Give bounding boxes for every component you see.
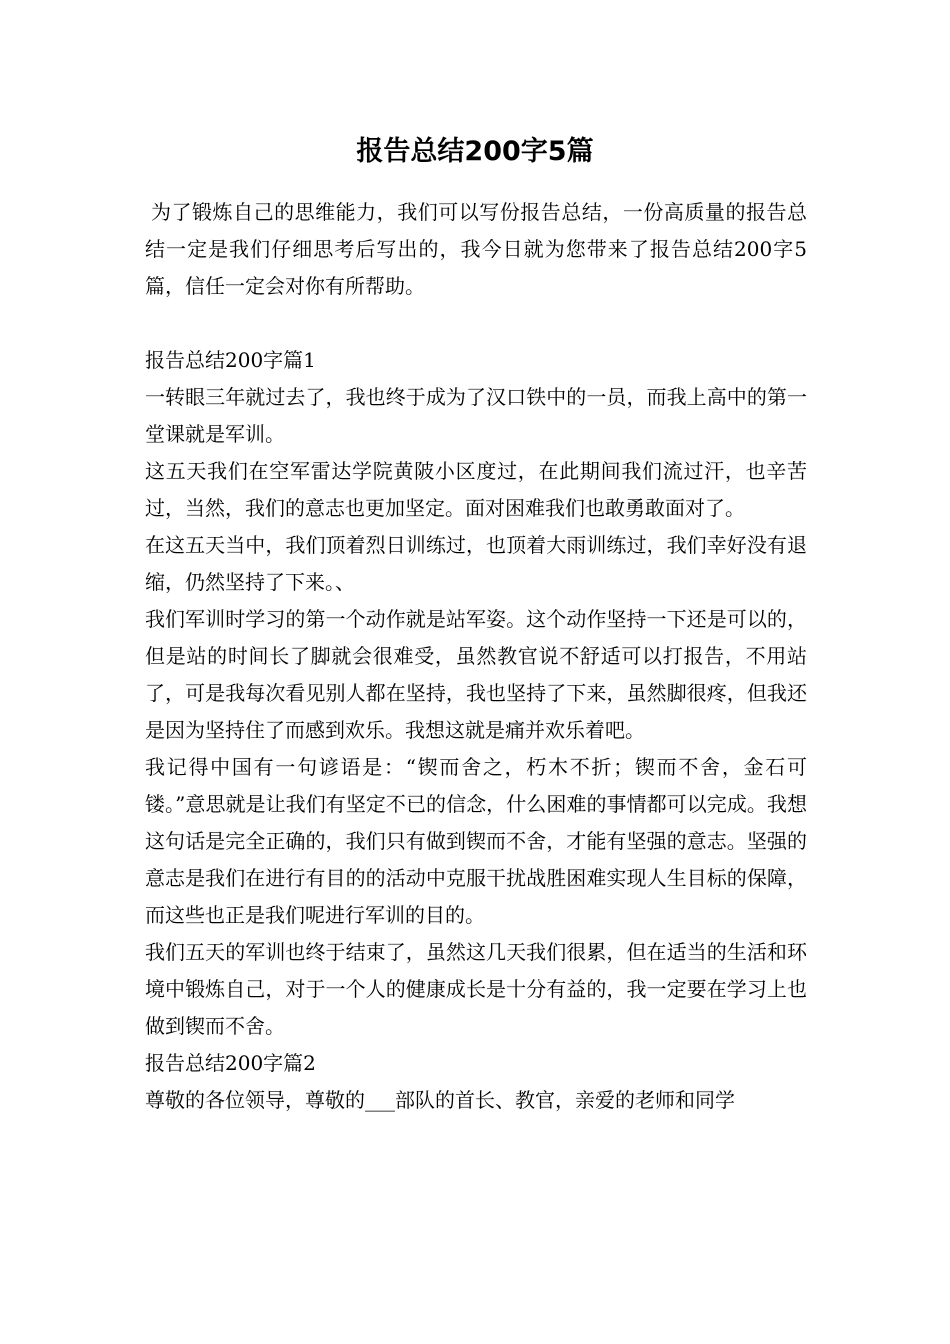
- section1-paragraph-3: 在这五天当中，我们顶着烈日训练过，也顶着大雨训练过，我们幸好没有退缩，仍然坚持了下来。、: [145, 533, 807, 594]
- section1-paragraph-4: 我们军训时学习的第一个动作就是站军姿。这个动作坚持一下还是可以的，但是站的时间长了脚就会很难受，虽然教官说不舒适可以打报告，不用站了，可是我每次看见别人都在坚持，我也坚持了下来，虽然脚很疼，但我还是因为坚持住了而感到欢乐。我想这就是痛并欢乐着吧。: [145, 607, 807, 742]
- section2-paragraph-1: 尊敬的各位领导，尊敬的___部队的首长、教官，亲爱的老师和同学: [145, 1088, 735, 1112]
- document-title: 报告总结200字5篇: [356, 136, 594, 167]
- section1-paragraph-1: 一转眼三年就过去了，我也终于成为了汉口铁中的一员，而我上高中的第一堂课就是军训。: [145, 385, 807, 446]
- section1-paragraph-6: 我们五天的军训也终于结束了，虽然这几天我们很累，但在适当的生活和环境中锻炼自己，对于一个人的健康成长是十分有益的，我一定要在学习上也做到锲而不舍。: [145, 940, 807, 1038]
- section-heading-1: 报告总结200字篇1: [145, 348, 316, 372]
- document-body: [145, 194, 807, 1119]
- section-heading-2: 报告总结200字篇2: [145, 1051, 316, 1075]
- section1-paragraph-5: 我记得中国有一句谚语是：“锲而舍之，朽木不折；锲而不舍，金石可镂。”意思就是让我们有坚定不已的信念，什么困难的事情都可以完成。我想这句话是完全正确的，我们只有做到锲而不舍，才能有坚强的意志。坚强的意志是我们在进行有目的的活动中克服干扰战胜困难实现人生目标的保障，而这些也正是我们呢进行军训的目的。: [145, 755, 807, 927]
- intro-paragraph: 为了锻炼自己的思维能力，我们可以写份报告总结，一份高质量的报告总结一定是我们仔细思考后写出的，我今日就为您带来了报告总结200字5篇，信任一定会对你有所帮助。: [145, 200, 807, 298]
- section1-paragraph-2: 这五天我们在空军雷达学院黄陂小区度过，在此期间我们流过汗，也辛苦过，当然，我们的意志也更加坚定。面对困难我们也敢勇敢面对了。: [145, 459, 807, 520]
